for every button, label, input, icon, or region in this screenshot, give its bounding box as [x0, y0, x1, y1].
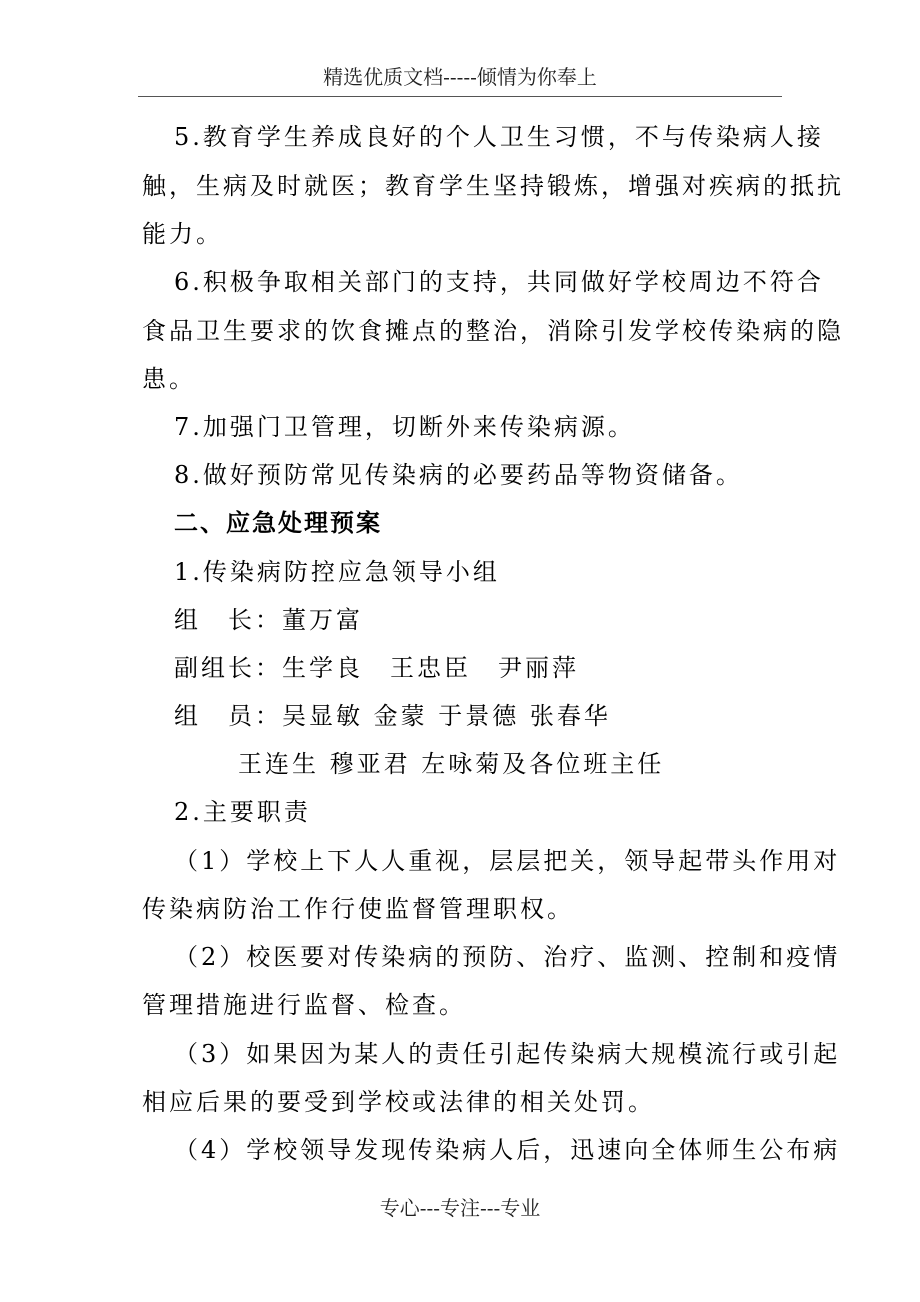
- page-footer: 专心---专注---专业: [379, 1196, 541, 1220]
- duty-3-line-1: （3）如果因为某人的责任引起传染病大规模流行或引起: [174, 1040, 841, 1068]
- members-line-2: 王连生 穆亚君 左咏菊及各位班主任: [238, 750, 665, 778]
- header-divider: [138, 96, 782, 97]
- duty-4-line-1: （4）学校领导发现传染病人后，迅速向全体师生公布病: [174, 1136, 841, 1164]
- paragraph-5-line-2: 触，生病及时就医；教育学生坚持锻炼，增强对疾病的抵抗: [142, 172, 844, 200]
- paragraph-6-line-2: 食品卫生要求的饮食摊点的整治，消除引发学校传染病的隐: [142, 317, 844, 345]
- duty-2-line-2: 管理措施进行监督、检查。: [142, 991, 466, 1019]
- paragraph-6-line-3: 患。: [142, 365, 196, 393]
- paragraph-5-line-1: 5.教育学生养成良好的个人卫生习惯，不与传染病人接: [174, 123, 824, 151]
- subsection-2-title: 2.主要职责: [174, 798, 311, 826]
- subsection-1-title: 1.传染病防控应急领导小组: [174, 558, 500, 586]
- duty-2-line-1: （2）校医要对传染病的预防、治疗、监测、控制和疫情: [174, 943, 841, 971]
- page-header: 精选优质文档-----倾情为你奉上: [323, 65, 597, 89]
- deputy-leaders: 副组长：生学良 王忠臣 尹丽萍: [174, 654, 579, 682]
- paragraph-8: 8.做好预防常见传染病的必要药品等物资储备。: [174, 461, 743, 489]
- duty-1-line-1: （1）学校上下人人重视，层层把关，领导起带头作用对: [174, 847, 841, 875]
- paragraph-6-line-1: 6.积极争取相关部门的支持，共同做好学校周边不符合: [174, 268, 824, 296]
- section-heading: 二、应急处理预案: [174, 509, 382, 537]
- duty-1-line-2: 传染病防治工作行使监督管理职权。: [142, 895, 574, 923]
- duty-3-line-2: 相应后果的要受到学校或法律的相关处罚。: [142, 1088, 655, 1116]
- group-leader: 组 长：董万富: [174, 606, 363, 634]
- paragraph-5-line-3: 能力。: [142, 220, 223, 248]
- paragraph-7: 7.加强门卫管理，切断外来传染病源。: [174, 413, 635, 441]
- members-line-1: 组 员：吴显敏 金蒙 于景德 张春华: [174, 702, 611, 730]
